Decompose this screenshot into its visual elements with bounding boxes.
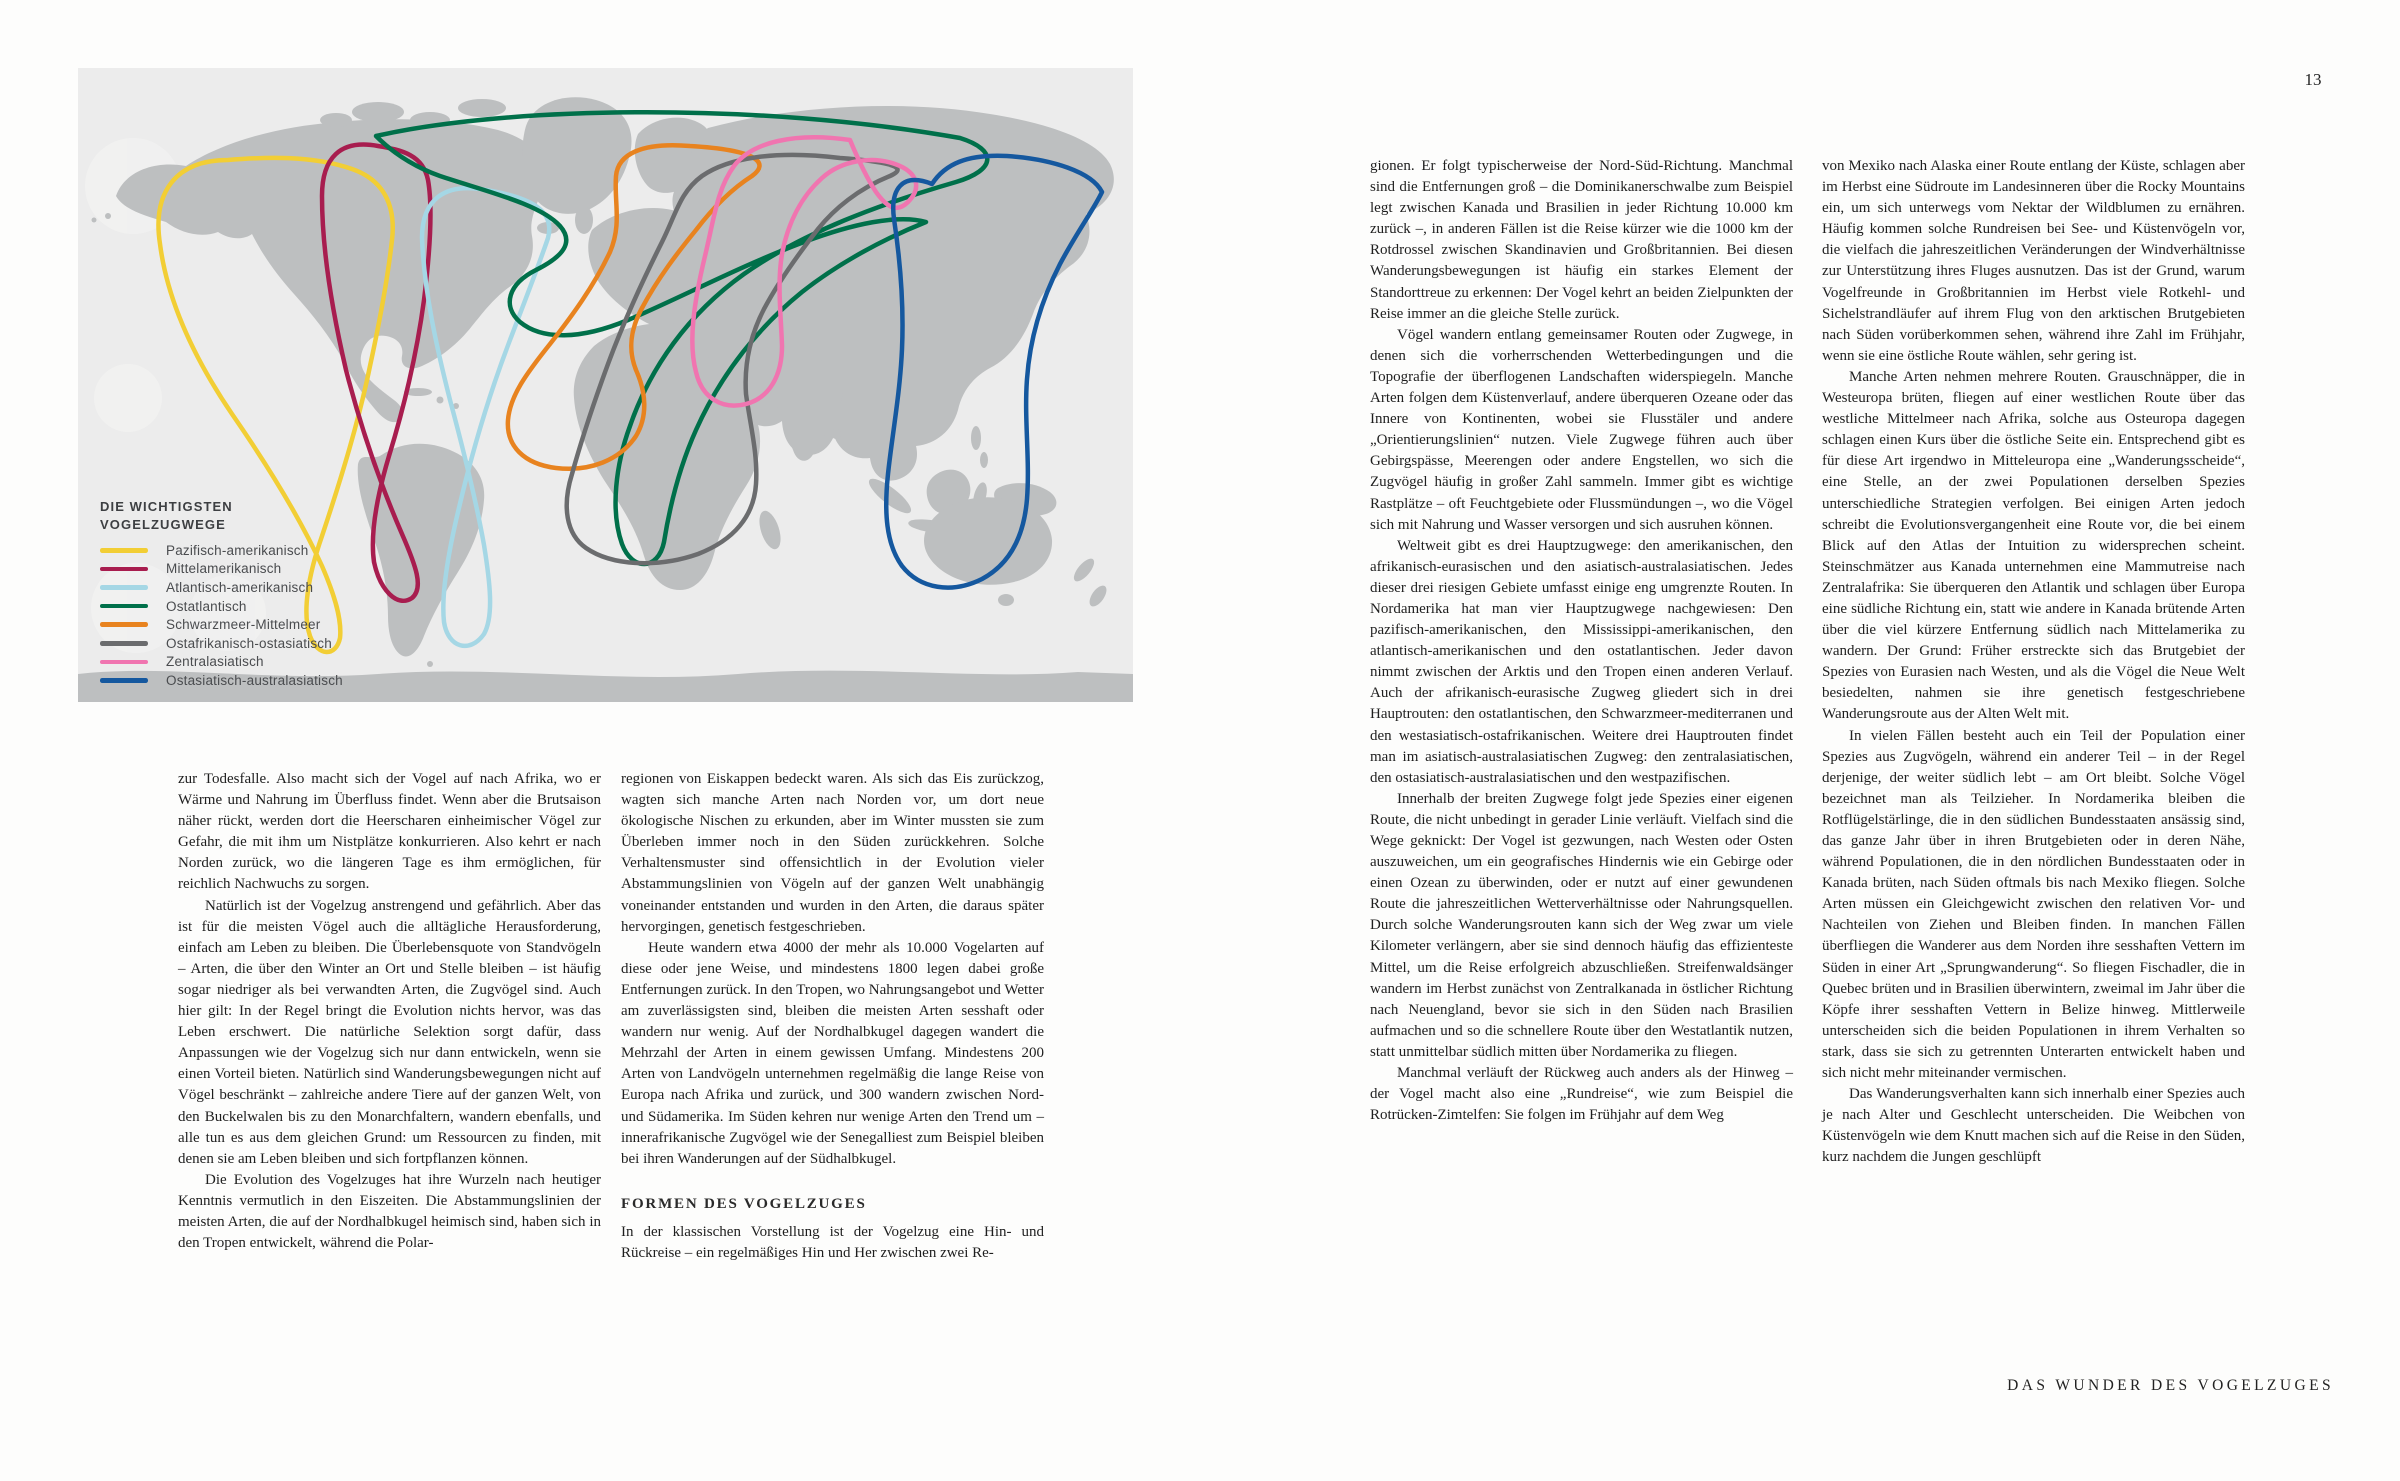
left-page-column-2 [621, 769, 1044, 1264]
legend-label: Atlantisch-amerikanisch [166, 579, 314, 595]
legend-item-ostafrikanisch-ostasiatisch [100, 634, 430, 653]
legend-swatch-mittelamerikanisch [100, 567, 148, 572]
legend-swatch-ostatlantisch [100, 604, 148, 609]
legend-swatch-schwarzmeer-mittelmeer [100, 622, 148, 627]
body-paragraph: Innerhalb der breiten Zugwege folgt jede Spezies einer eigenen Route, die nicht unbedingt in gerader Linie verläuft. Vielfach sind die Wege geknickt: Der Vogel ist gezwungen, nach Westen oder Osten auszuweichen, um ein geografisches Hindernis wie ein Gebirge oder einen Ozean zu überwinden, oder er nutzt auf einer gewundenen Route die jahreszeitlichen Wetterverhältnisse oder Nahrungsquellen. Durch solche Wanderungsrouten kann sich der Weg zwar um viele Kilometer verlängern, aber sie sind dennoch häufig das effizienteste Mittel, um die Reise erfolgreich abzuschließen. Streifenwaldsänger wandern im Herbst zunächst von Zentralkanada in östlicher Richtung nach Neuengland, bevor sie sich in den Süden nach Brasilien aufmachen und so die schnellere Route über den Westatlantik nutzen, statt unmittelbar südlich mitten über Nordamerika zu fliegen. [1370, 790, 1793, 1060]
legend-item-ostatlantisch [100, 597, 430, 616]
legend-label: Zentralasiatisch [166, 654, 264, 670]
legend-item-zentralasiatisch [100, 653, 430, 672]
body-paragraph: Natürlich ist der Vogelzug anstrengend und gefährlich. Aber das ist für die meisten Vögel auch die alltägliche Herausforderung, einfach am Leben zu bleiben. Die Überlebensquote von Standvögeln – Arten, die über den Winter an Ort und Stelle bleiben – ist häufig sogar niedriger als bei verwandten Arten, die Zugvögel sind. Auch hier gilt: In der Regel bringt die Evolution nichts hervor, was das Leben erschwert. Die natürliche Selektion sorgt dafür, dass Anpassungen wie der Vogelzug sich nur dann entwickeln, wenn sie einen Vorteil bieten. Natürlich sind Wanderungsbewegungen nicht auf Vögel beschränkt – zahlreiche andere Tiere auf der ganzen Welt, von den Buckelwalen bis zu den Monarchfaltern, wandern ebenfalls, und alle tun es aus dem gleichen Grund: um Ressourcen zu finden, mit denen sie am Leben bleiben und sich fortpflanzen können. [178, 897, 601, 1167]
legend-swatch-atlantisch-amerikanisch [100, 585, 148, 590]
migration-routes-map [78, 68, 1133, 702]
body-paragraph: Die Evolution des Vogelzuges hat ihre Wurzeln nach heutiger Kenntnis vermutlich in den Eiszeiten. Die Abstammungslinien der meisten Arten, die auf der Nordhalbkugel heimisch sind, haben sich in den Tropen entwickelt, während die Polar- [178, 1171, 601, 1252]
right-page-column-1 [1370, 156, 1793, 1126]
legend-swatch-zentralasiatisch [100, 660, 148, 665]
arctic-island [458, 99, 506, 117]
island-britain [575, 206, 593, 234]
legend-label: Ostafrikanisch-ostasiatisch [166, 635, 332, 651]
legend-list [100, 541, 430, 690]
legend-label: Pazifisch-amerikanisch [166, 542, 309, 558]
body-paragraph: zur Todesfalle. Also macht sich der Vogel auf nach Afrika, wo er Wärme und Nahrung im Überfluss findet. Wenn aber die Brutsaison näher rückt, werden dort die Heerscharen einheimischer Vögel zur Gefahr, die mit ihm um Nistplätze konkurrieren. Also kehrt er nach Norden zurück, wo die längeren Tage es ihm ermöglichen, für reichlich Nachwuchs zu sorgen. [178, 771, 601, 893]
body-paragraph: gionen. Er folgt typischerweise der Nord-Süd-Richtung. Manchmal sind die Entfernungen groß – die Dominikanerschwalbe zum Beispiel legt zwischen Kanada und Brasilien in jeder Richtung 10.000 km zurück –, in anderen Fällen ist die Reise kürzer wie die 1000 km der Rotdrossel zwischen Skandinavien und Großbritannien. Bei diesen Wanderungsbewegungen ist häufig ein starkes Element der Standorttreue zu erkennen: Der Vogel kehrt an beiden Zielpunkten der Reise immer an die gleiche Stelle zurück. [1370, 158, 1793, 322]
legend-item-schwarzmeer-mittelmeer [100, 615, 430, 634]
island-sri-lanka [831, 429, 841, 439]
body-paragraph: Vögel wandern entlang gemeinsamer Routen oder Zugwege, in denen sich die vorherrschenden Wetterbedingungen und die Topografie der überflogenen Landschaften widerspiegeln. Manche Arten folgen dem Küstenverlauf, andere überqueren Ozeane oder das Innere von Kontinenten, wobei sie Flusstäler und andere „Orientierungslinien“ nutzen. Viele Zugwege führen auch über Gebirgspässe, Meerengen oder andere Engstellen, wo sich die Zugvögel häufig in großer Zahl sammeln. Immer gibt es wichtige Rastplätze – oft Feuchtgebiete oder Flussmündungen –, wo die Vögel sich mit Nahrung und Wasser versorgen und sich ausruhen können. [1370, 326, 1793, 533]
legend-label: Ostatlantisch [166, 598, 247, 614]
legend-item-pazifisch-amerikanisch [100, 541, 430, 560]
body-paragraph: von Mexiko nach Alaska einer Route entlang der Küste, schlagen aber im Herbst eine Südroute im Landesinneren über die Rocky Mountains ein, um sich unterwegs vom Nektar der Wildblumen zu ernähren. Häufig kommen solche Rundreisen bei See- und Küstenvögeln vor, die vielfach die jahreszeitlichen Veränderungen der Windverhältnisse zur Unterstützung ihres Fluges ausnutzen. Das ist der Grund, warum Vogelfreunde in Großbritannien im Herbst viele Rotkehl- und Sichelstrandläufer auf ihrem Flug von den arktischen Brutgebieten nach Süden vorüberkommen sehen, während ihre Zahl im Frühjahr, wenn sie eine östliche Route wählen, sehr gering ist. [1822, 158, 2245, 364]
aleutian-island [105, 213, 111, 219]
legend-item-ostasiatisch-australasiatisch [100, 671, 430, 690]
legend-label: Mittelamerikanisch [166, 561, 282, 577]
right-page-column-2 [1822, 156, 2245, 1169]
island-tasmania [998, 594, 1014, 606]
arctic-island [352, 102, 404, 122]
legend-swatch-pazifisch-amerikanisch [100, 548, 148, 553]
body-paragraph: Weltweit gibt es drei Hauptzugwege: den amerikanischen, den afrikanisch-eurasischen und den asiatisch-australasiatischen. Jedes dieser drei riesigen Gebiete umfasst einige eng umgrenzte Routen. In Nordamerika hat man vier Hauptzugwege nachgewiesen: Den pazifisch-amerikanischen, den Mississippi-amerikanischen, den atlantisch-amerikanischen und den ostatlantischen. Jeder davon nimmt zwischen der Arktis und den Tropen einen anderen Verlauf. Auch der afrikanisch-eurasische Zugweg gliedert sich in drei Hauptrouten: den ostatlantischen, den Schwarzmeer-mediterranen und den westasiatisch-ostafrikanischen. Weitere drei Hauptrouten findet man im asiatisch-australasiatischen Zugweg: den zentralasiatischen, den ostasiatisch-australasiatischen und den westpazifischen. [1370, 537, 1793, 786]
legend-swatch-ostafrikanisch-ostasiatisch [100, 641, 148, 646]
legend-title-line2: VOGELZUGWEGE [100, 517, 226, 532]
legend-item-atlantisch-amerikanisch [100, 578, 430, 597]
body-paragraph: Manche Arten nehmen mehrere Routen. Grauschnäpper, die in Westeuropa brüten, fliegen auf einer westlichen Route über das westliche Mittelmeer nach Afrika, solche aus Osteuropa dagegen schlagen einen Kurs über die östliche Seite ein. Entsprechend gibt es für diese Art irgendwo in Mitteleuropa eine „Wanderungsscheide“, eine Stelle, an der zwei Populationen derselben Spezies unterschiedliche Strategien verfolgen. Bei einigen Arten jedoch schreibt die Evolutionsvergangenheit eine Route vor, die bei einem Blick auf den Atlas der Intuition zu widersprechen scheint. Steinschmätzer aus Kanada unternehmen eine Mammutreise nach Zentralafrika: Sie überqueren den Atlantik und schlagen über Europa eine südliche Richtung ein, statt wie andere in Kanada brütende Arten über die viel kürzere Entfernung südlich nach Mittelamerika zu wandern. Der Grund: Früher erstreckte sich das Brutgebiet der Spezies von Eurasien nach Westen, und als die Vögel die Neue Welt besiedelten, nahmen sie ihre genetisch festgeschriebene Wanderungsroute aus der Alten Welt mit. [1822, 368, 2245, 723]
legend-swatch-ostasiatisch-australasiatisch [100, 678, 148, 683]
section-heading: FORMEN DES VOGELZUGES [621, 1195, 867, 1212]
island-philippines [971, 426, 981, 450]
running-footer: DAS WUNDER DES VOGELZUGES [2007, 1377, 2334, 1394]
caribbean-island [437, 397, 444, 404]
aleutian-island [92, 218, 97, 223]
legend-title-line1: DIE WICHTIGSTEN [100, 499, 233, 514]
body-paragraph: regionen von Eiskappen bedeckt waren. Als sich das Eis zurückzog, wagten sich manche Arten nach Norden vor, um dort neue ökologische Nischen zu erkunden, aber im Winter mussten sie zum Überleben immer noch in den Süden zurückkehren. Solche Verhaltensmuster sind offensichtlich in der Evolution vieler Abstammungslinien von Vögeln auf der ganzen Welt unabhängig voneinander entstanden und wurden in den Arten, die daraus später hervorgingen, genetisch festgeschrieben. [621, 771, 1044, 935]
left-page-column-1 [178, 769, 601, 1254]
page-number: 13 [2304, 70, 2322, 89]
body-paragraph: In vielen Fällen besteht auch ein Teil der Population einer Spezies aus Zugvögeln, während ein anderer Teil – in der Regel derjenige, der weiter südlich lebt – am Ort bleibt. Solche Vögel bezeichnet man als Teilzieher. In Nordamerika bleiben die Rotflügelstärlinge, die in den südlichen Bundesstaaten ansässig sind, das ganze Jahr über in ihren Brutgebieten oder in deren Nähe, während Populationen, die in den nördlichen Bundesstaaten oder in Kanada brüten, nach Süden oftmals bis nach Mexiko fliegen. Solche Arten müssen ein Gleichgewicht zwischen den relativen Vor- und Nachteilen von Ziehen und Bleiben finden. In manchen Fällen überfliegen die Wanderer aus dem Norden ihre sesshaften Vettern im Süden in einer Art „Sprungwanderung“. So fliegen Fischadler, die in Quebec brüten und in Brasilien überwintern, zweimal im Jahr über die Köpfe ihrer sesshaften Vettern in Belize hinweg. Mittlerweile unterscheiden sich die beiden Populationen in ihrem Verhalten so stark, dass sie sich zu getrennten Unterarten entwickelt haben und sich nicht mehr miteinander vermischen. [1822, 727, 2245, 1082]
island-philippines-south [980, 452, 988, 468]
legend-label: Ostasiatisch-australasiatisch [166, 672, 343, 688]
body-paragraph: In der klassischen Vorstellung ist der Vogelzug eine Hin- und Rückreise – ein regelmäßiges Hin und Her zwischen zwei Re- [621, 1223, 1044, 1261]
map-legend [100, 498, 430, 690]
legend-label: Schwarzmeer-Mittelmeer [166, 617, 321, 633]
arctic-island [320, 113, 352, 127]
body-paragraph: Manchmal verläuft der Rückweg auch anders als der Hinweg – der Vogel macht also eine „Rundreise“, wie zum Beispiel die Rotrücken-Zimtelfen: Sie folgen im Frühjahr auf dem Weg [1370, 1065, 1793, 1124]
legend-item-mittelamerikanisch [100, 560, 430, 579]
body-paragraph: Das Wanderungsverhalten kann sich innerhalb einer Spezies auch je nach Alter und Geschlecht unterscheiden. Die Weibchen von Küstenvögeln wie dem Knutt machen sich auf die Reise in den Süden, kurz nachdem die Jungen geschlüpft [1822, 1086, 2245, 1166]
body-paragraph: Heute wandern etwa 4000 der mehr als 10.000 Vogelarten auf diese oder jene Weise, und mindestens 1800 legen dabei große Entfernungen zurück. In den Tropen, wo Nahrungsangebot und Wetter am zuverlässigsten sind, bleiben die meisten Arten sesshaft oder wandern nur wenig. Auf der Nordhalbkugel dagegen wandert die Mehrzahl der Arten in einem gewissen Umfang. Mindestens 200 Arten von Landvögeln unternehmen regelmäßig die lange Reise von Europa nach Afrika und zurück, und 300 wandern zwischen Nord- und Südamerika. Im Süden kehren nur wenige Arten den Trend um – innerafrikanische Zugvögel wie der Senegalliest zum Beispiel bleiben bei ihren Wanderungen auf der Südhalbkugel. [621, 939, 1044, 1167]
